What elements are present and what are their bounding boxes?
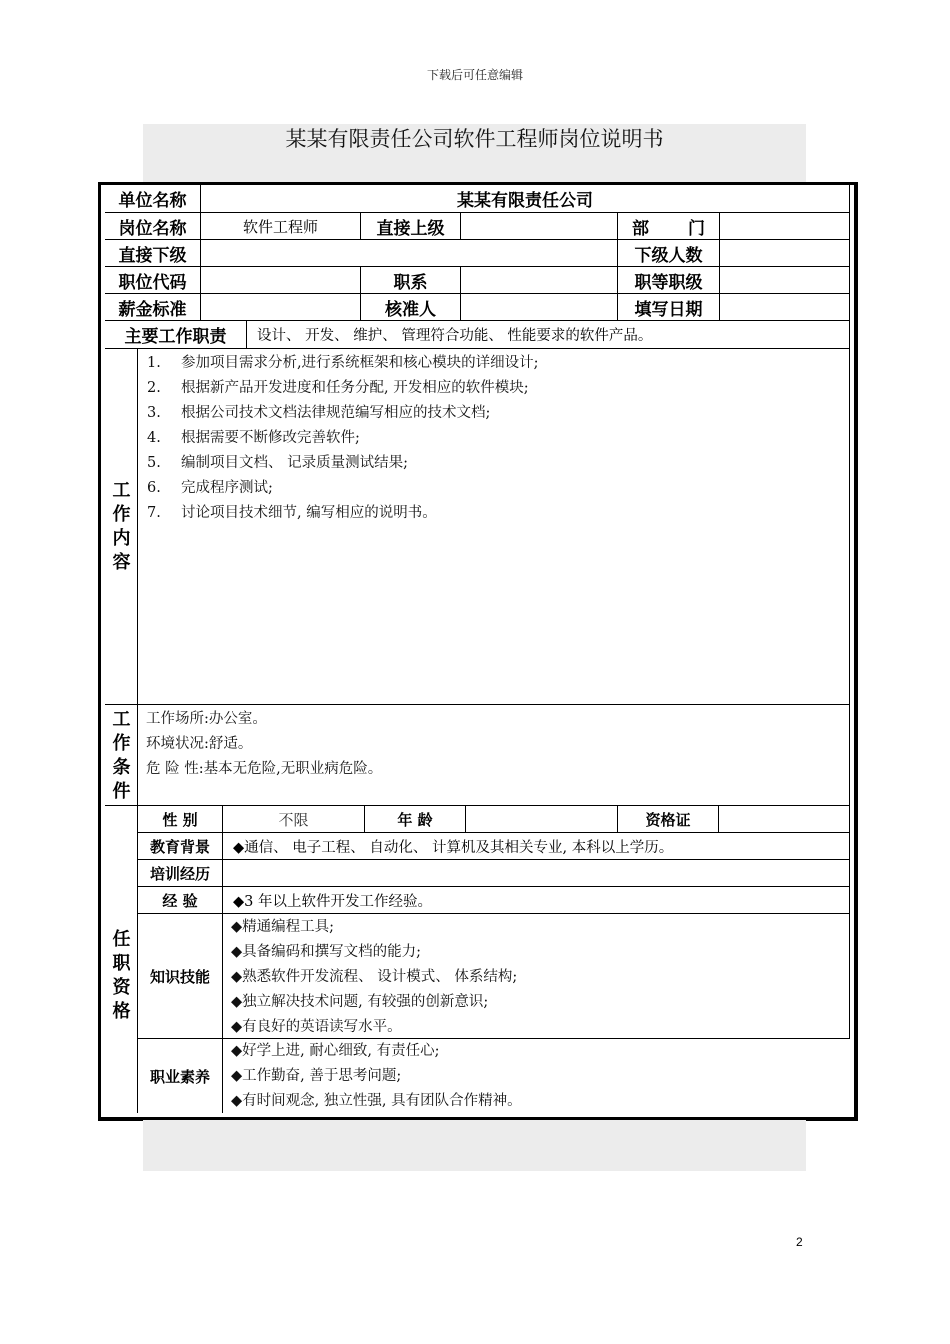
work-conditions-char: 条 <box>112 756 131 778</box>
gender-value: 不限 <box>223 806 365 833</box>
work-content-char: 容 <box>112 552 131 573</box>
subordinate-count-value <box>720 240 850 267</box>
age-label: 年 龄 <box>365 806 466 833</box>
header-note: 下载后可任意编辑 <box>426 68 523 82</box>
work-conditions-label <box>105 705 138 806</box>
main-duty-value: 设计、 开发、 维护、 管理符合功能、 性能要求的软件产品。 <box>247 321 850 349</box>
skills-label: 知识技能 <box>138 914 223 1039</box>
department-label <box>618 213 720 240</box>
qualifications-char: 职 <box>112 953 131 974</box>
list-item: 工作场所:办公室。 <box>146 711 267 727</box>
training-label: 培训经历 <box>138 860 223 887</box>
list-item: ◆精通编程工具; <box>231 919 335 935</box>
list-item: 7. 讨论项目技术细节, 编写相应的说明书。 <box>147 505 437 521</box>
main-duty-label: 主要工作职责 <box>105 321 247 349</box>
list-item: 4. 根据需要不断修改完善软件; <box>147 430 360 446</box>
training-value <box>223 860 850 887</box>
certificate-value <box>719 806 850 833</box>
list-item: 2. 根据新产品开发进度和任务分配, 开发相应的软件模块; <box>147 380 529 396</box>
direct-superior-value <box>461 213 618 240</box>
approver-value <box>461 294 618 321</box>
list-item: ◆具备编码和撰写文档的能力; <box>231 944 422 960</box>
subordinate-count-label: 下级人数 <box>618 240 720 267</box>
department-value <box>720 213 850 240</box>
position-name-value: 软件工程师 <box>201 213 361 240</box>
unit-name-value: 某某有限责任公司 <box>201 185 850 213</box>
list-item: 环境状况:舒适。 <box>146 736 253 752</box>
direct-subordinate-value <box>201 240 618 267</box>
job-series-value <box>461 267 618 294</box>
list-item: ◆独立解决技术问题, 有较强的创新意识; <box>231 994 489 1010</box>
education-label: 教育背景 <box>138 833 223 860</box>
list-item: 6. 完成程序测试; <box>147 480 273 496</box>
quality-label: 职业素养 <box>138 1039 223 1113</box>
work-conditions-list <box>146 707 382 782</box>
qualifications-char: 任 <box>112 929 131 950</box>
salary-standard-label: 薪金标准 <box>105 294 201 321</box>
experience-label: 经 验 <box>138 887 223 914</box>
list-item: 危 险 性:基本无危险,无职业病危险。 <box>146 761 383 777</box>
work-conditions-char: 作 <box>112 732 131 754</box>
list-item: 3. 根据公司技术文档法律规范编写相应的技术文档; <box>147 405 491 421</box>
direct-subordinate-label: 直接下级 <box>105 240 201 267</box>
position-code-label: 职位代码 <box>105 267 201 294</box>
list-item: ◆有良好的英语读写水平。 <box>231 1019 402 1035</box>
direct-superior-label: 直接上级 <box>361 213 461 240</box>
footer-band <box>143 1120 806 1171</box>
skills-list <box>231 915 517 1040</box>
education-value: ◆通信、 电子工程、 自动化、 计算机及其相关专业, 本科以上学历。 <box>223 833 850 860</box>
work-content-label <box>105 349 138 705</box>
position-name-label: 岗位名称 <box>105 213 201 240</box>
position-code-value <box>201 267 361 294</box>
unit-name-label: 单位名称 <box>105 185 201 213</box>
list-item: 1. 参加项目需求分析,进行系统框架和核心模块的详细设计; <box>147 355 539 371</box>
fill-date-value <box>720 294 850 321</box>
certificate-label: 资格证 <box>618 806 719 833</box>
job-grade-value <box>720 267 850 294</box>
job-series-label: 职系 <box>361 267 461 294</box>
qualifications-label <box>105 806 138 1146</box>
list-item: ◆工作勤奋, 善于思考问题; <box>231 1068 402 1084</box>
department-label-a: 部 <box>632 218 649 239</box>
qualifications-char: 资 <box>112 977 131 998</box>
list-item: ◆好学上进, 耐心细致, 有责任心; <box>231 1043 440 1059</box>
work-content-char: 内 <box>112 528 131 549</box>
approver-label: 核准人 <box>361 294 461 321</box>
quality-list <box>231 1039 522 1114</box>
age-value <box>466 806 618 833</box>
experience-value: ◆3 年以上软件开发工作经验。 <box>223 887 850 914</box>
list-item: 5. 编制项目文档、 记录质量测试结果; <box>147 455 408 471</box>
page-number: 2 <box>796 1235 803 1249</box>
salary-standard-value <box>201 294 361 321</box>
job-description-table <box>98 182 858 1121</box>
work-content-char: 作 <box>112 504 131 525</box>
work-content-list <box>147 351 539 526</box>
fill-date-label: 填写日期 <box>618 294 720 321</box>
list-item: ◆有时间观念, 独立性强, 具有团队合作精神。 <box>231 1093 522 1109</box>
document-title: 某某有限责任公司软件工程师岗位说明书 <box>285 127 664 151</box>
department-label-b: 门 <box>688 218 705 239</box>
list-item: ◆熟悉软件开发流程、 设计模式、 体系结构; <box>231 969 518 985</box>
gender-label: 性 别 <box>138 806 223 833</box>
work-conditions-char: 件 <box>112 780 131 802</box>
qualifications-char: 格 <box>112 1001 131 1022</box>
job-grade-label: 职等职级 <box>618 267 720 294</box>
work-conditions-char: 工 <box>112 708 131 730</box>
work-content-char: 工 <box>112 480 131 501</box>
